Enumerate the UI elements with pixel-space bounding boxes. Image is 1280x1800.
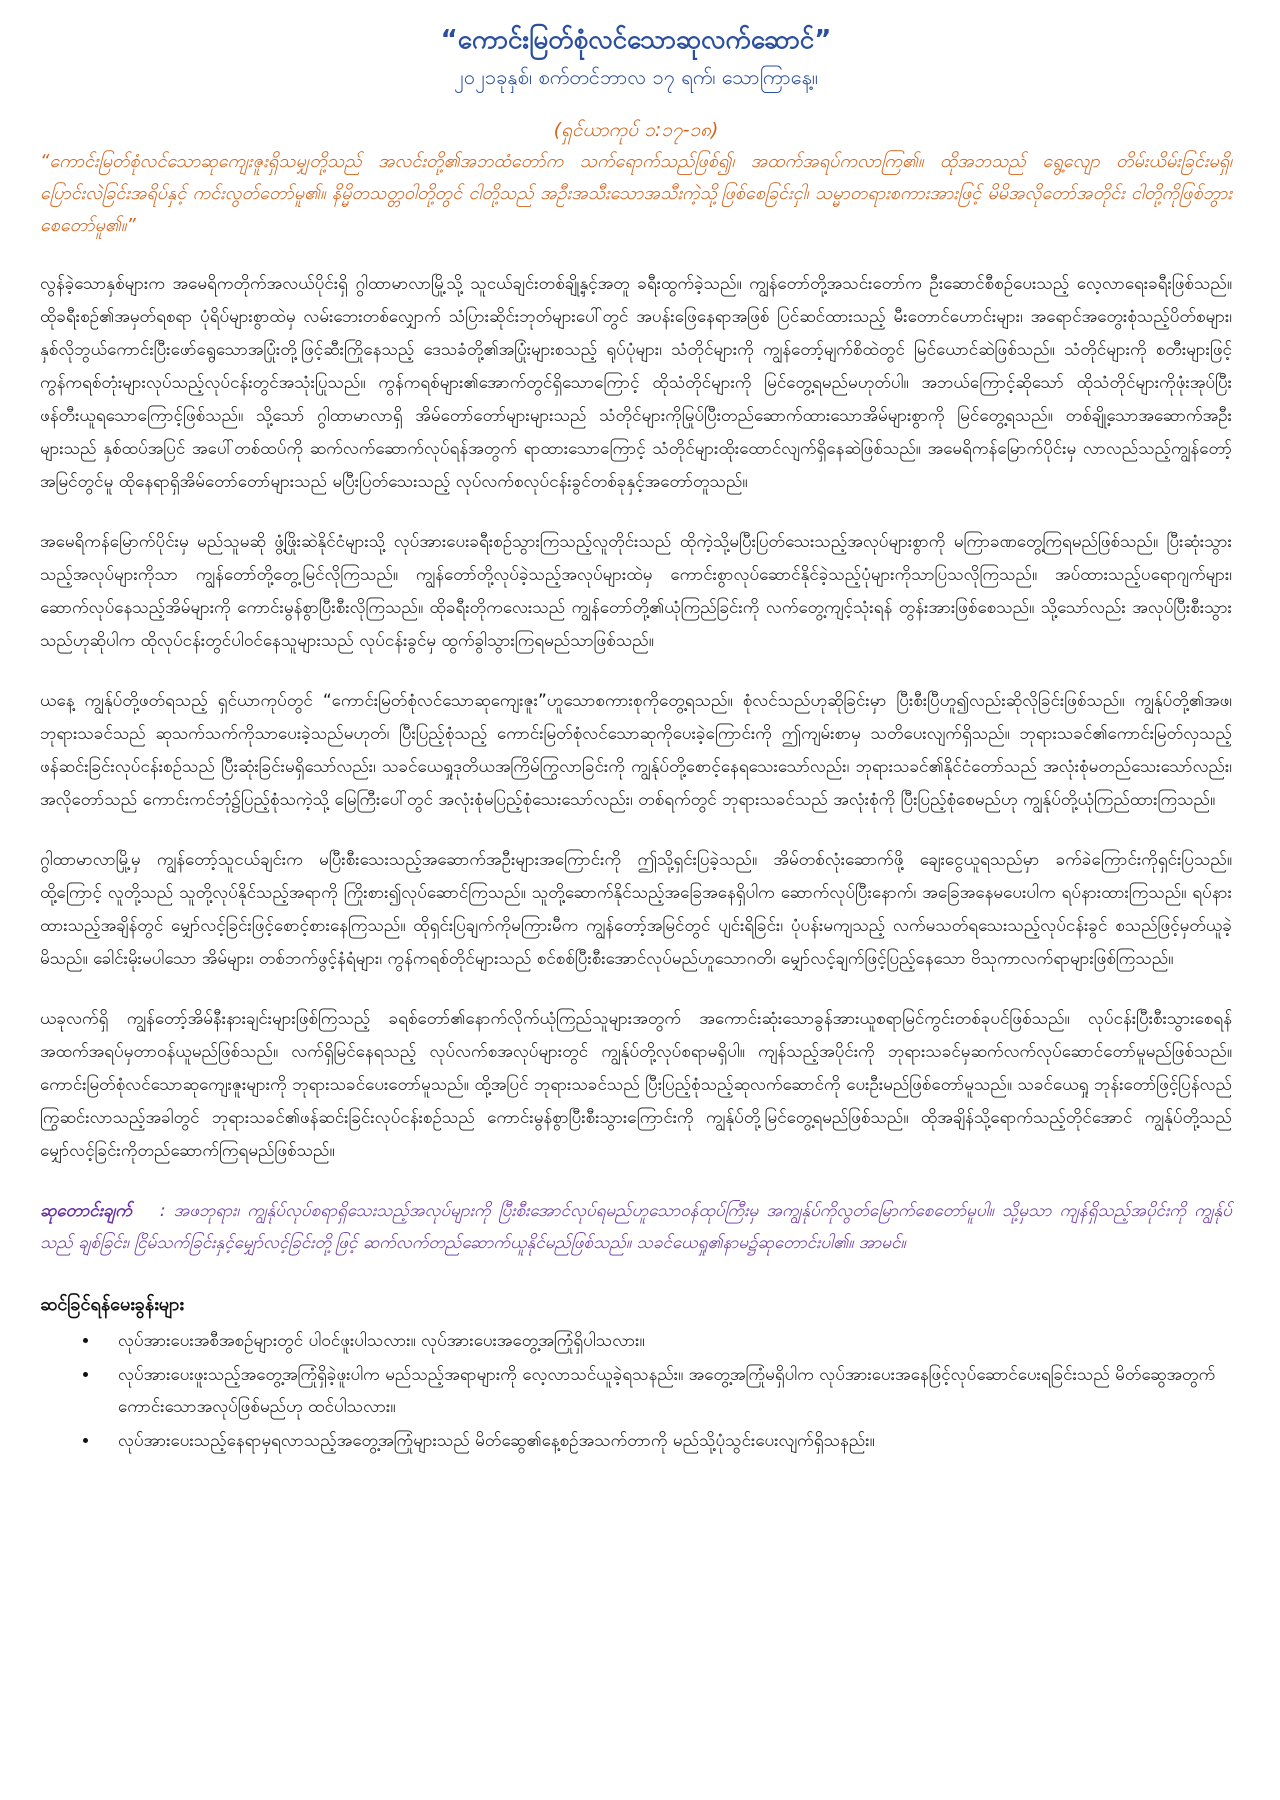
- questions-list: [40, 1325, 1232, 1457]
- body-paragraph-2: အမေရိကန်မြောက်ပိုင်းမှ မည်သူမဆို ဖွံ့ဖြိုးဆဲနိုင်ငံများသို့ လုပ်အားပေးခရီးစဉ်သွားကြသည့်လူတိုင်းသည် ထိုကဲ့သို့မပြီးပြတ်သေးသည့်အလုပ်များစွာကို မကြာခဏတွေ့ကြရမည်ဖြစ်သည်။ ပြီးဆုံးသွားသည့်အလုပ်များကိုသာ ကျွန်တော်တို့တွေ့မြင်လိုကြသည်။ ကျွန်တော်တို့လုပ်ခဲ့သည့်အလုပ်များထဲမှ ကောင်းစွာလုပ်ဆောင်နိုင်ခဲ့သည့်ပုံများကိုသာပြသလိုကြသည်။ အပ်ထားသည့်ပရောဂျက်များ၊ ဆောက်လုပ်နေသည့်အိမ်များကို ကောင်းမွန်စွာပြီးစီးလိုကြသည်။ ထိုခရီးတိုကလေးသည် ကျွန်တော်တို့၏ယုံကြည်ခြင်းကို လက်တွေ့ကျင့်သုံးရန် တွန်းအားဖြစ်စေသည်။ သို့သော်လည်း အလုပ်ပြီးစီးသွားသည်ဟုဆိုပါက ထိုလုပ်ငန်းတွင်ပါဝင်နေသူများသည် လုပ်ငန်းခွင်မှ ထွက်ခွါသွားကြရမည်သာဖြစ်သည်။: [40, 532, 1232, 651]
- scripture-text: “ကောင်းမြတ်စုံလင်သောဆုကျေးဇူးရှိသမျှတို့သည် အလင်းတို့၏အဘထံတော်က သက်ရောက်သည်ဖြစ်၍၊ အထက်အရပ်ကလာကြ၏။ ထိုအဘသည် ရွေ့လျော တိမ်းယိမ်းခြင်းမရှိ၊ ပြောင်းလဲခြင်းအရိပ်နှင့် ကင်းလွတ်တော်မူ၏။ နိမ္မိတသတ္တဝါတို့တွင် ငါတို့သည် အဦးအသီးသောအသီးကဲ့သို့ဖြစ်စေခြင်းငှါ၊ သမ္မာတရားစကားအားဖြင့် မိမိအလိုတော်အတိုင်း ငါတို့ကိုဖြစ်ဘွားစေတော်မူ၏။”: [40, 151, 1232, 236]
- body-paragraph-1: လွန်ခဲ့သောနှစ်များက အမေရိကတိုက်အလယ်ပိုင်းရှိ ဂွါထာမာလာမြို့သို့ သူငယ်ချင်းတစ်ချို့နှင့်အတူ ခရီးထွက်ခဲ့သည်။ ကျွန်တော်တို့အသင်းတော်က ဦးဆောင်စီစဉ်ပေးသည့် လေ့လာရေးခရီးဖြစ်သည်။ ထိုခရီးစဉ်၏အမှတ်ရစရာ ပုံရိပ်များစွာထဲမှ လမ်းဘေးတစ်လျှောက် သံပြားဆိုင်းဘုတ်များပေါ်တွင် အပန်းဖြေနေရာအဖြစ် ပြင်ဆင်ထားသည့် မီးတောင်ဟောင်းများ၊ အရောင်အတွေးစုံသည့်ပိတ်စများ၊ နှစ်လိုဘွယ်ကောင်းပြီးဖော်ရွေသောအပြုံးတို့ဖြင့်ဆီးကြိုနေသည့် ဒေသခံတို့၏အပြုံးများစသည့် ရုပ်ပုံများ၊ သံတိုင်များကို ကျွန်တော့်မျက်စိထဲတွင် မြင်ယောင်ဆဲဖြစ်သည်။ သံတိုင်များကို စတီးများဖြင့် ကွန်ကရစ်တုံးများလုပ်သည့်လုပ်ငန်းတွင်အသုံးပြုသည်။ ကွန်ကရစ်များ၏အောက်တွင်ရှိသောကြောင့် ထိုသံတိုင်များကို မြင်တွေ့ရမည်မဟုတ်ပါ။ အဘယ်ကြောင့်ဆိုသော် ထိုသံတိုင်များကိုဖုံးအုပ်ပြီး ဖန်တီးယူရသောကြောင့်ဖြစ်သည်။ သို့သော် ဂွါထာမာလာရှိ အိမ်တော်တော်များများသည် သံတိုင်များကိုမြုပ်ပြီးတည်ဆောက်ထားသောအိမ်များစွာကို မြင်တွေ့ရသည်။ တစ်ချို့သောအဆောက်အဦးများသည် နှစ်ထပ်အပြင် အပေါ်တစ်ထပ်ကို ဆက်လက်ဆောက်လုပ်ရန်အတွက် ရာထားသောကြောင့် သံတိုင်များထိုးထောင်လျက်ရှိနေဆဲဖြစ်သည်။ အမေရိကန်မြောက်ပိုင်းမှ လာလည်သည့်ကျွန်တော့်အမြင်တွင်မူ ထိုနေရာရှိအိမ်တော်တော်များသည် မပြီးပြတ်သေးသည့် လုပ်လက်စလုပ်ငန်းခွင်တစ်ခုနှင့်အတော်တူသည်။: [40, 274, 1232, 492]
- dateline: ၂၀၂၁ခုနှစ်၊ စက်တင်ဘာလ ၁၇ ရက်၊ သောကြာနေ့။: [454, 65, 818, 89]
- body-paragraph-5: ယခုလက်ရှိ ကျွန်တော့်အိမ်နီးနားချင်းများဖြစ်ကြသည့် ခရစ်တော်၏နောက်လိုက်ယုံကြည်သူများအတွက် အကောင်းဆုံးသောခွန်အားယူစရာမြင်ကွင်းတစ်ခုပင်ဖြစ်သည်။ လုပ်ငန်းပြီးစီးသွားစေရန် အထက်အရပ်မှတာဝန်ယူမည်ဖြစ်သည်။ လက်ရှိမြင်နေရသည့် လုပ်လက်စအလုပ်များတွင် ကျွန်ုပ်တို့လုပ်စရာမရှိပါ။ ကျန်သည့်အပိုင်းကို ဘုရားသခင်မှဆက်လက်လုပ်ဆောင်တော်မူမည်ဖြစ်သည်။ ကောင်းမြတ်စုံလင်သောဆုကျေးဇူးများကို ဘုရားသခင်ပေးတော်မူသည်။ ထို့အပြင် ဘုရားသခင်သည် ပြီးပြည့်စုံသည့်ဆုလက်ဆောင်ကို ပေးဦးမည်ဖြစ်တော်မူသည်။ သခင်ယေရှု ဘုန်းတော်ဖြင့်ပြန်လည်ကြွဆင်းလာသည့်အခါတွင် ဘုရားသခင်၏ဖန်ဆင်းခြင်းလုပ်ငန်းစဉ်သည် ကောင်းမွန်စွာပြီးစီးသွားကြောင်းကို ကျွန်ုပ်တို့မြင်တွေ့ရမည်ဖြစ်သည်။ ထိုအချိန်သို့ရောက်သည့်တိုင်အောင် ကျွန်ုပ်တို့သည် မျှော်လင့်ခြင်းကိုတည်ဆောက်ကြရမည်ဖြစ်သည်။: [40, 1009, 1232, 1161]
- question-item: • လုပ်အားပေးသည့်နေရာမှရလာသည့်အတွေ့အကြုံများသည် မိတ်ဆွေ၏နေ့စဉ်အသက်တာကို မည်သို့ပုံသွင်းပေးလျက်ရှိသနည်း။: [100, 1425, 1232, 1457]
- question-item: • လုပ်အားပေးအစီအစဉ်များတွင် ပါဝင်ဖူးပါသလား။ လုပ်အားပေးအတွေ့အကြုံရှိပါသလား။: [100, 1325, 1232, 1357]
- page-title: “ကောင်းမြတ်စုံလင်သောဆုလက်ဆောင်”: [440, 25, 832, 55]
- question-item: • လုပ်အားပေးဖူးသည့်အတွေ့အကြုံရှိခဲ့ဖူးပါက မည်သည့်အရာများကို လေ့လာသင်ယူခဲ့ရသနည်း။ အတွေ့အကြုံမရှိပါက လုပ်အားပေးအနေဖြင့်လုပ်ဆောင်ပေးရခြင်းသည် မိတ်ဆွေအတွက်ကောင်းသောအလုပ်ဖြစ်မည်ဟု ထင်ပါသလား။: [100, 1359, 1232, 1423]
- scripture-reference: (ရှင်ယာကုပ် ၁:၁၇-၁၈): [553, 119, 719, 141]
- questions-heading: ဆင်ခြင်ရန်မေးခွန်းများ: [40, 1294, 184, 1315]
- body-paragraph-3: ယနေ့ ကျွန်ုပ်တို့ဖတ်ရသည့် ရှင်ယာကုပ်တွင် “ကောင်းမြတ်စုံလင်သောဆုကျေးဇူး”ဟူသောစကားစုကိုတွေ့ရသည်။ စုံလင်သည်ဟုဆိုခြင်းမှာ ပြီးစီးပြီဟူ၍လည်းဆိုလိုခြင်းဖြစ်သည်။ ကျွန်ုပ်တို့၏အဖ၊ ဘုရားသခင်သည် ဆုသက်သက်ကိုသာပေးခဲ့သည်မဟုတ်၊ ပြီးပြည့်စုံသည့် ကောင်းမြတ်စုံလင်သောဆုကိုပေးခဲ့ကြောင်းကို ဤကျမ်းစာမှ သတိပေးလျက်ရှိသည်။ ဘုရားသခင်၏ကောင်းမြတ်လှသည့်ဖန်ဆင်းခြင်းလုပ်ငန်းစဉ်သည် ပြီးဆုံးခြင်းမရှိသော်လည်း၊ သခင်ယေရှုဒုတိယအကြိမ်ကြွလာခြင်းကို ကျွန်ုပ်တို့စောင့်နေရသေးသော်လည်း၊ ဘုရားသခင်၏နိုင်ငံတော်သည် အလုံးစုံမတည်သေးသော်လည်း၊ အလိုတော်သည် ကောင်းကင်ဘုံ၌ပြည့်စုံသကဲ့သို့ မြေကြီးပေါ်တွင် အလုံးစုံမပြည့်စုံသေးသော်လည်း၊ တစ်ရက်တွင် ဘုရားသခင်သည် အလုံးစုံကို ပြီးပြည့်စုံစေမည်ဟု ကျွန်ုပ်တို့ယုံကြည်ထားကြသည်။: [40, 691, 1232, 810]
- prayer: [40, 1195, 1232, 1259]
- body-paragraph-4: ဂွါထာမာလာမြို့မှ ကျွန်တော့်သူငယ်ချင်းက မပြီးစီးသေးသည့်အဆောက်အဦးများအကြောင်းကို ဤသို့ရှင်းပြခဲ့သည်။ အိမ်တစ်လုံးဆောက်ဖို့ ချေးငွေယူရသည်မှာ ခက်ခဲကြောင်းကိုရှင်းပြသည်။ ထို့ကြောင့် လူတို့သည် သူတို့လုပ်နိုင်သည့်အရာကို ကြိုးစား၍လုပ်ဆောင်ကြသည်။ သူတို့ဆောက်နိုင်သည့်အခြေအနေရှိပါက ဆောက်လုပ်ပြီးနောက်၊ အခြေအနေမပေးပါက ရပ်နားထားကြသည်။ ရပ်နားထားသည့်အချိန်တွင် မျှော်လင့်ခြင်းဖြင့်စောင့်စားနေကြသည်။ ထိုရှင်းပြချက်ကိုမကြားမီက ကျွန်တော့်အမြင်တွင် ပျင်းရိခြင်း၊ ပုံပန်းမကျသည့် လက်မသတ်ရသေးသည့်လုပ်ငန်းခွင် စသည်ဖြင့်မှတ်ယူခဲ့မိသည်။ ခေါင်းမိုးမပါသော အိမ်များ၊ တစ်ဘက်ဖွင့်နံရံများ၊ ကွန်ကရစ်တိုင်များသည် စင်စစ်ပြီးစီးအောင်လုပ်မည်ဟူသောဂတိ၊ မျှော်လင့်ချက်ဖြင့်ပြည့်နေသော ဗိသုကာလက်ရာများဖြစ်ကြသည်။: [40, 850, 1232, 969]
- prayer-label: ဆုတောင်းချက်: [40, 1201, 132, 1221]
- prayer-text: : အဖဘုရား၊ ကျွန်ုပ်လုပ်စရာရှိသေးသည့်အလုပ်များကို ပြီးစီးအောင်လုပ်ရမည်ဟူသောဝန်ထုပ်ကြီးမှ အကျွန်ုပ်ကိုလွတ်မြောက်စေတော်မူပါ။ သို့မှသာ ကျန်ရှိသည့်အပိုင်းကို ကျွန်ုပ်သည် ချစ်ခြင်း၊ ငြိမ်သက်ခြင်းနှင့်မျှော်လင့်ခြင်းတို့ဖြင့် ဆက်လက်တည်ဆောက်ယူနိုင်မည်ဖြစ်သည်။ သခင်ယေရှု၏နာမ၌ဆုတောင်းပါ၏။ အာမင်။: [40, 1201, 1232, 1253]
